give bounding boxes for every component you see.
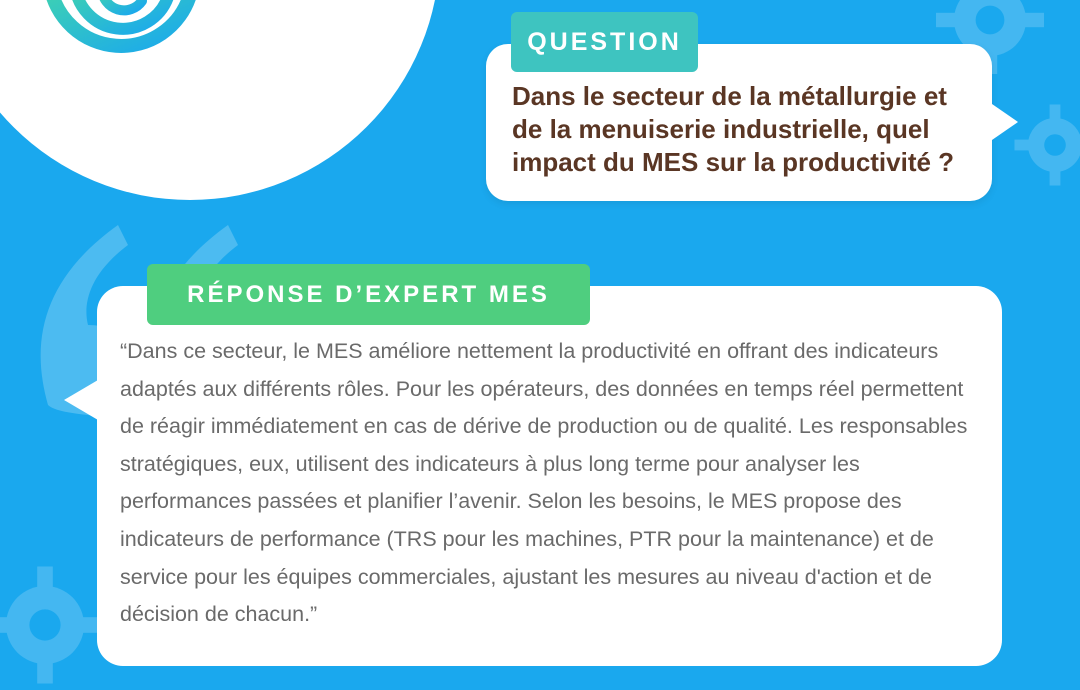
- question-text: Dans le secteur de la métallurgie et de la menuiserie industrielle, quel impact du MES sur la productivité ?: [512, 80, 982, 179]
- answer-bubble-tail: [64, 380, 98, 420]
- question-label: QUESTION: [511, 12, 698, 72]
- circular-arcs-logo-icon: [10, 0, 230, 85]
- answer-text: “Dans ce secteur, le MES améliore nettement la productivité en offrant des indicateurs adaptés aux différents rôles. Pour les opérateurs, des données en temps réel permettent de réagir immédiatement en cas de dérive de production ou de qualité. Les responsables stratégiques, eux, utilisent des indicateurs à plus long terme pour analyser les performances passées et planifier l’avenir. Selon les besoins, le MES propose des indicateurs de performance (TRS pour les machines, PTR pour la maintenance) et de service pour les équipes commerciales, ajustant les mesures au niveau d'action et de décision de chacun.”: [120, 333, 980, 634]
- gear-icon: [0, 560, 110, 690]
- question-bubble-tail: [992, 104, 1018, 140]
- gear-icon: [1010, 100, 1080, 190]
- answer-label: RÉPONSE D’EXPERT MES: [147, 264, 590, 325]
